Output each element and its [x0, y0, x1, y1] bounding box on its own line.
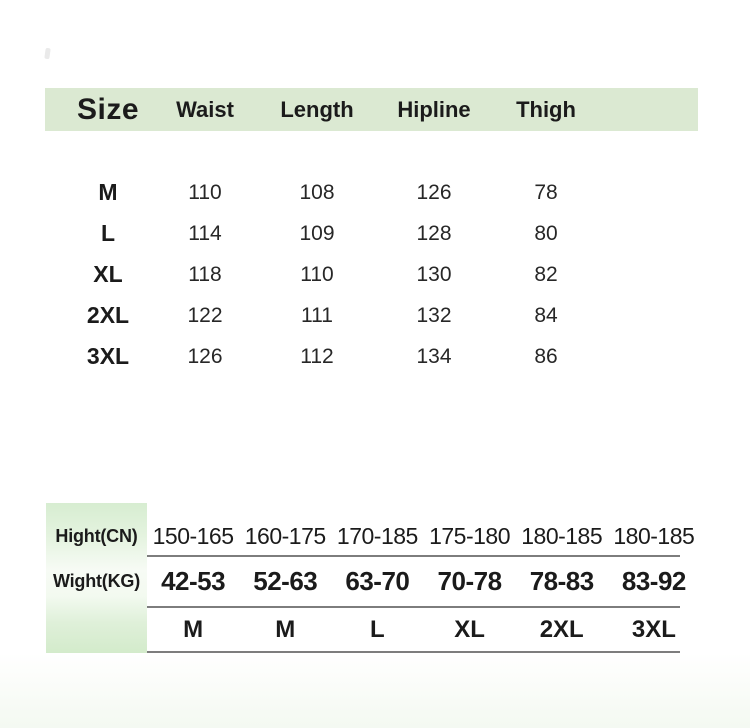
recommended-size: 2XL: [539, 615, 584, 643]
waist-value: 110: [188, 180, 222, 204]
thigh-value: 86: [534, 344, 558, 368]
column-header-hipline: Hipline: [397, 96, 471, 122]
thigh-value: 84: [534, 303, 558, 327]
weight-row-label: Wight(KG): [52, 571, 140, 591]
height-range: 160-175: [244, 522, 326, 549]
row-divider: [147, 651, 680, 653]
size-chart-header-row: [45, 88, 698, 131]
length-value: 109: [299, 221, 335, 245]
waist-value: 118: [188, 262, 222, 286]
height-range: 180-185: [613, 522, 695, 549]
column-header-thigh: Thigh: [516, 96, 576, 122]
height-row-label: Hight(CN): [55, 525, 138, 546]
fit-guide-height-row: [46, 517, 700, 555]
recommended-size: M: [183, 615, 204, 643]
thigh-value: 78: [534, 180, 558, 204]
hipline-value: 126: [416, 180, 452, 204]
height-range: 150-165: [152, 522, 234, 549]
weight-range: 52-63: [253, 566, 318, 596]
hipline-value: 128: [416, 221, 452, 245]
size-row-label: M: [98, 179, 118, 205]
height-range: 180-185: [521, 522, 603, 549]
weight-range: 78-83: [529, 566, 594, 596]
fit-guide-size-row: [46, 608, 700, 651]
column-header-waist: Waist: [176, 96, 234, 122]
thigh-value: 80: [534, 221, 558, 245]
length-value: 111: [301, 303, 333, 327]
waist-value: 126: [187, 344, 223, 368]
hipline-value: 132: [416, 303, 452, 327]
size-chart-body: [45, 172, 698, 377]
length-value: 112: [300, 344, 334, 368]
fit-guide-section: [46, 503, 700, 653]
length-value: 108: [299, 180, 335, 204]
height-range: 170-185: [336, 522, 418, 549]
weight-range: 70-78: [437, 566, 502, 596]
size-row-label: 3XL: [86, 343, 130, 369]
fit-guide-weight-row: [46, 557, 700, 606]
size-row-label: L: [100, 220, 116, 246]
thigh-value: 82: [534, 262, 558, 286]
recommended-size: XL: [454, 615, 485, 643]
hipline-value: 134: [416, 344, 452, 368]
weight-range: 63-70: [345, 566, 410, 596]
bottom-background-tint: [0, 653, 750, 728]
weight-range: 83-92: [621, 566, 686, 596]
recommended-size: 3XL: [631, 615, 676, 643]
size-row-label: 2XL: [86, 302, 130, 328]
hipline-value: 130: [416, 262, 452, 286]
recommended-size: M: [275, 615, 296, 643]
faint-watermark-mark: [44, 48, 50, 60]
weight-range: 42-53: [161, 566, 226, 596]
height-range: 175-180: [429, 522, 510, 549]
waist-value: 122: [187, 303, 223, 327]
length-value: 110: [300, 262, 334, 286]
recommended-size: L: [370, 615, 385, 643]
size-row-label: XL: [93, 261, 123, 287]
column-header-length: Length: [280, 96, 354, 122]
column-header-size: Size: [76, 92, 140, 126]
waist-value: 114: [188, 221, 222, 245]
